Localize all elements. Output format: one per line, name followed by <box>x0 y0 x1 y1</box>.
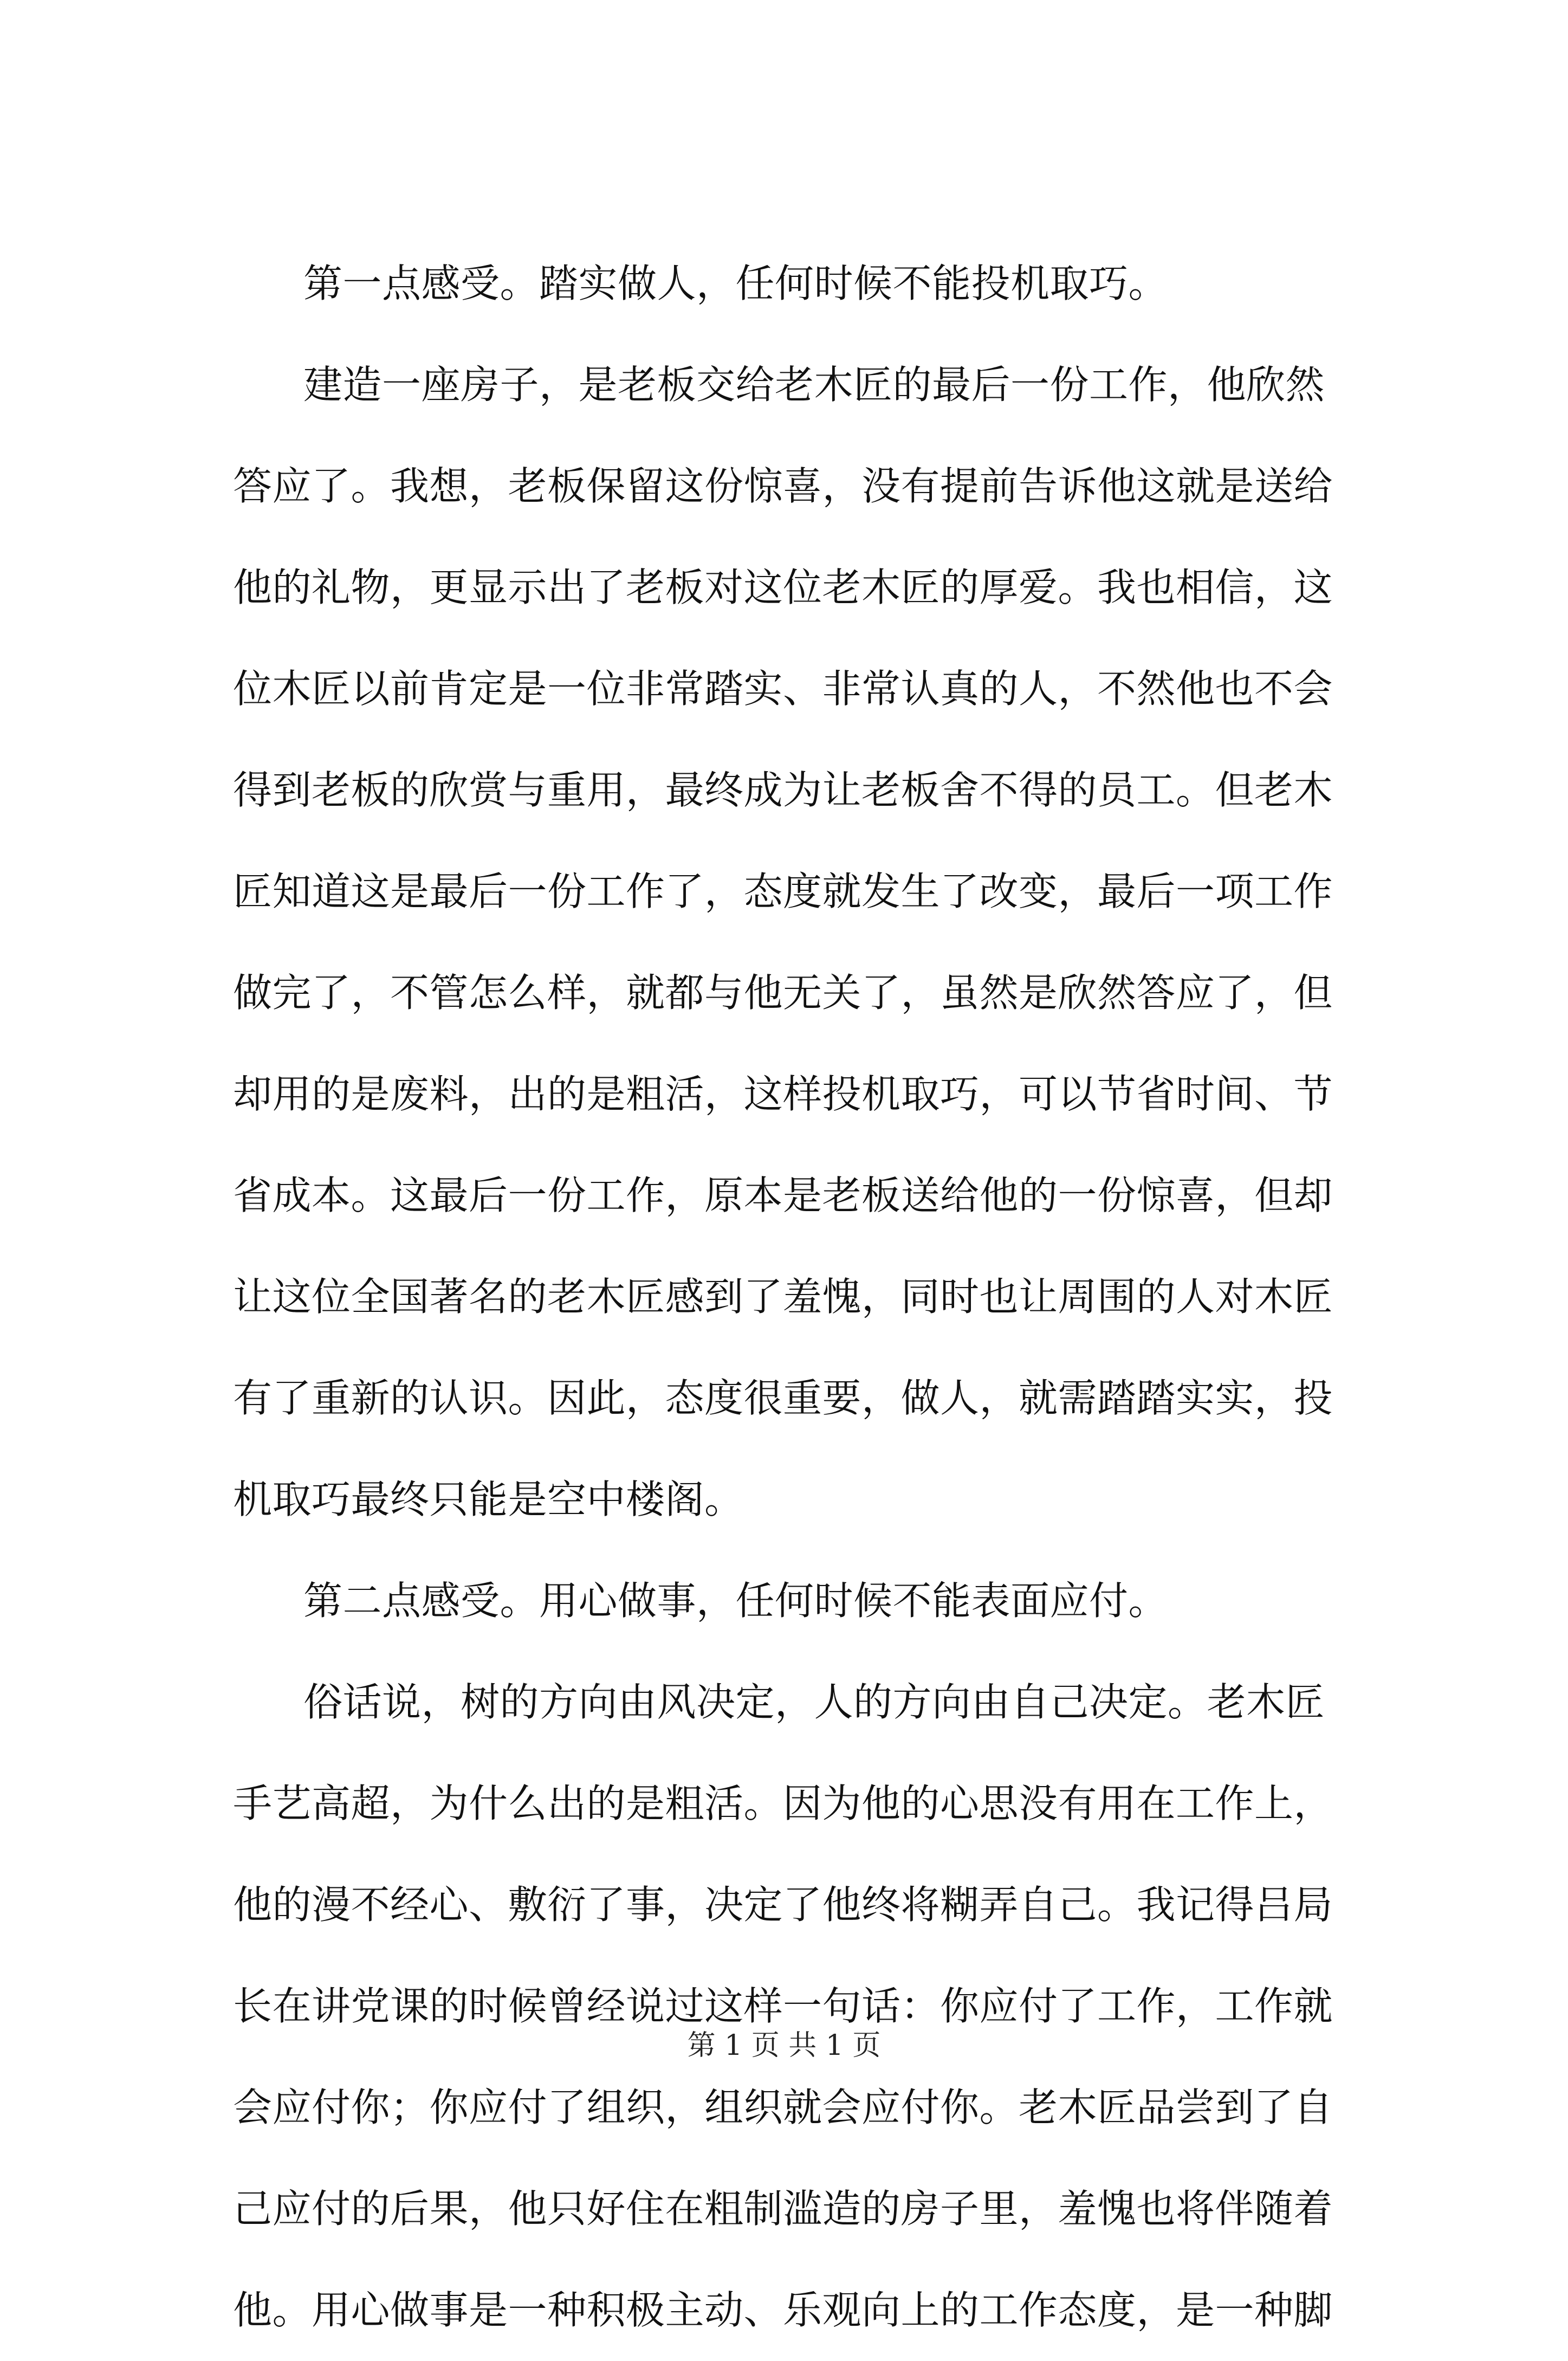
paragraph-line: 位木匠以前肯定是一位非常踏实、非常认真的人，不然他也不会 <box>233 666 1333 711</box>
paragraph-line: 匠知道这是最后一份工作了，态度就发生了改变，最后一项工作 <box>233 869 1333 914</box>
paragraph-line: 他的漫不经心、敷衍了事，决定了他终将糊弄自己。我记得吕局 <box>233 1882 1333 1927</box>
paragraph-line: 答应了。我想，老板保留这份惊喜，没有提前告诉他这就是送给 <box>233 463 1333 509</box>
page-footer: 第 1 页 共 1 页 <box>687 2029 881 2062</box>
paragraph-line: 长在讲党课的时候曾经说过这样一句话：你应付了工作，工作就 <box>233 1983 1333 2029</box>
paragraph-line: 让这位全国著名的老木匠感到了羞愧，同时也让周围的人对木匠 <box>233 1274 1333 1319</box>
paragraph-heading-1: 第一点感受。踏实做人，任何时候不能投机取巧。 <box>303 261 1168 306</box>
paragraph-line: 己应付的后果，他只好住在粗制滥造的房子里，羞愧也将伴随着 <box>233 2186 1333 2231</box>
paragraph-line: 手艺高超，为什么出的是粗活。因为他的心思没有用在工作上， <box>233 1781 1333 1826</box>
paragraph-line: 会应付你；你应付了组织，组织就会应付你。老木匠品尝到了自 <box>233 2085 1333 2130</box>
paragraph-heading-2: 第二点感受。用心做事，任何时候不能表面应付。 <box>303 1578 1168 1623</box>
paragraph-line: 建造一座房子，是老板交给老木匠的最后一份工作，他欣然 <box>303 362 1325 407</box>
paragraph-line: 做完了，不管怎么样，就都与他无关了，虽然是欣然答应了，但 <box>233 970 1333 1015</box>
paragraph-line: 机取巧最终只能是空中楼阁。 <box>233 1477 744 1522</box>
paragraph-line: 他的礼物，更显示出了老板对这位老木匠的厚爱。我也相信，这 <box>233 565 1333 610</box>
paragraph-line: 有了重新的认识。因此，态度很重要，做人，就需踏踏实实，投 <box>233 1375 1333 1421</box>
paragraph-line: 省成本。这最后一份工作，原本是老板送给他的一份惊喜，但却 <box>233 1173 1333 1218</box>
paragraph-line: 却用的是废料，出的是粗活，这样投机取巧，可以节省时间、节 <box>233 1071 1333 1117</box>
paragraph-line: 他。用心做事是一种积极主动、乐观向上的工作态度，是一种脚 <box>233 2287 1333 2333</box>
paragraph-line: 得到老板的欣赏与重用，最终成为让老板舍不得的员工。但老木 <box>233 767 1333 813</box>
paragraph-line: 俗话说，树的方向由风决定，人的方向由自己决定。老木匠 <box>303 1679 1325 1725</box>
